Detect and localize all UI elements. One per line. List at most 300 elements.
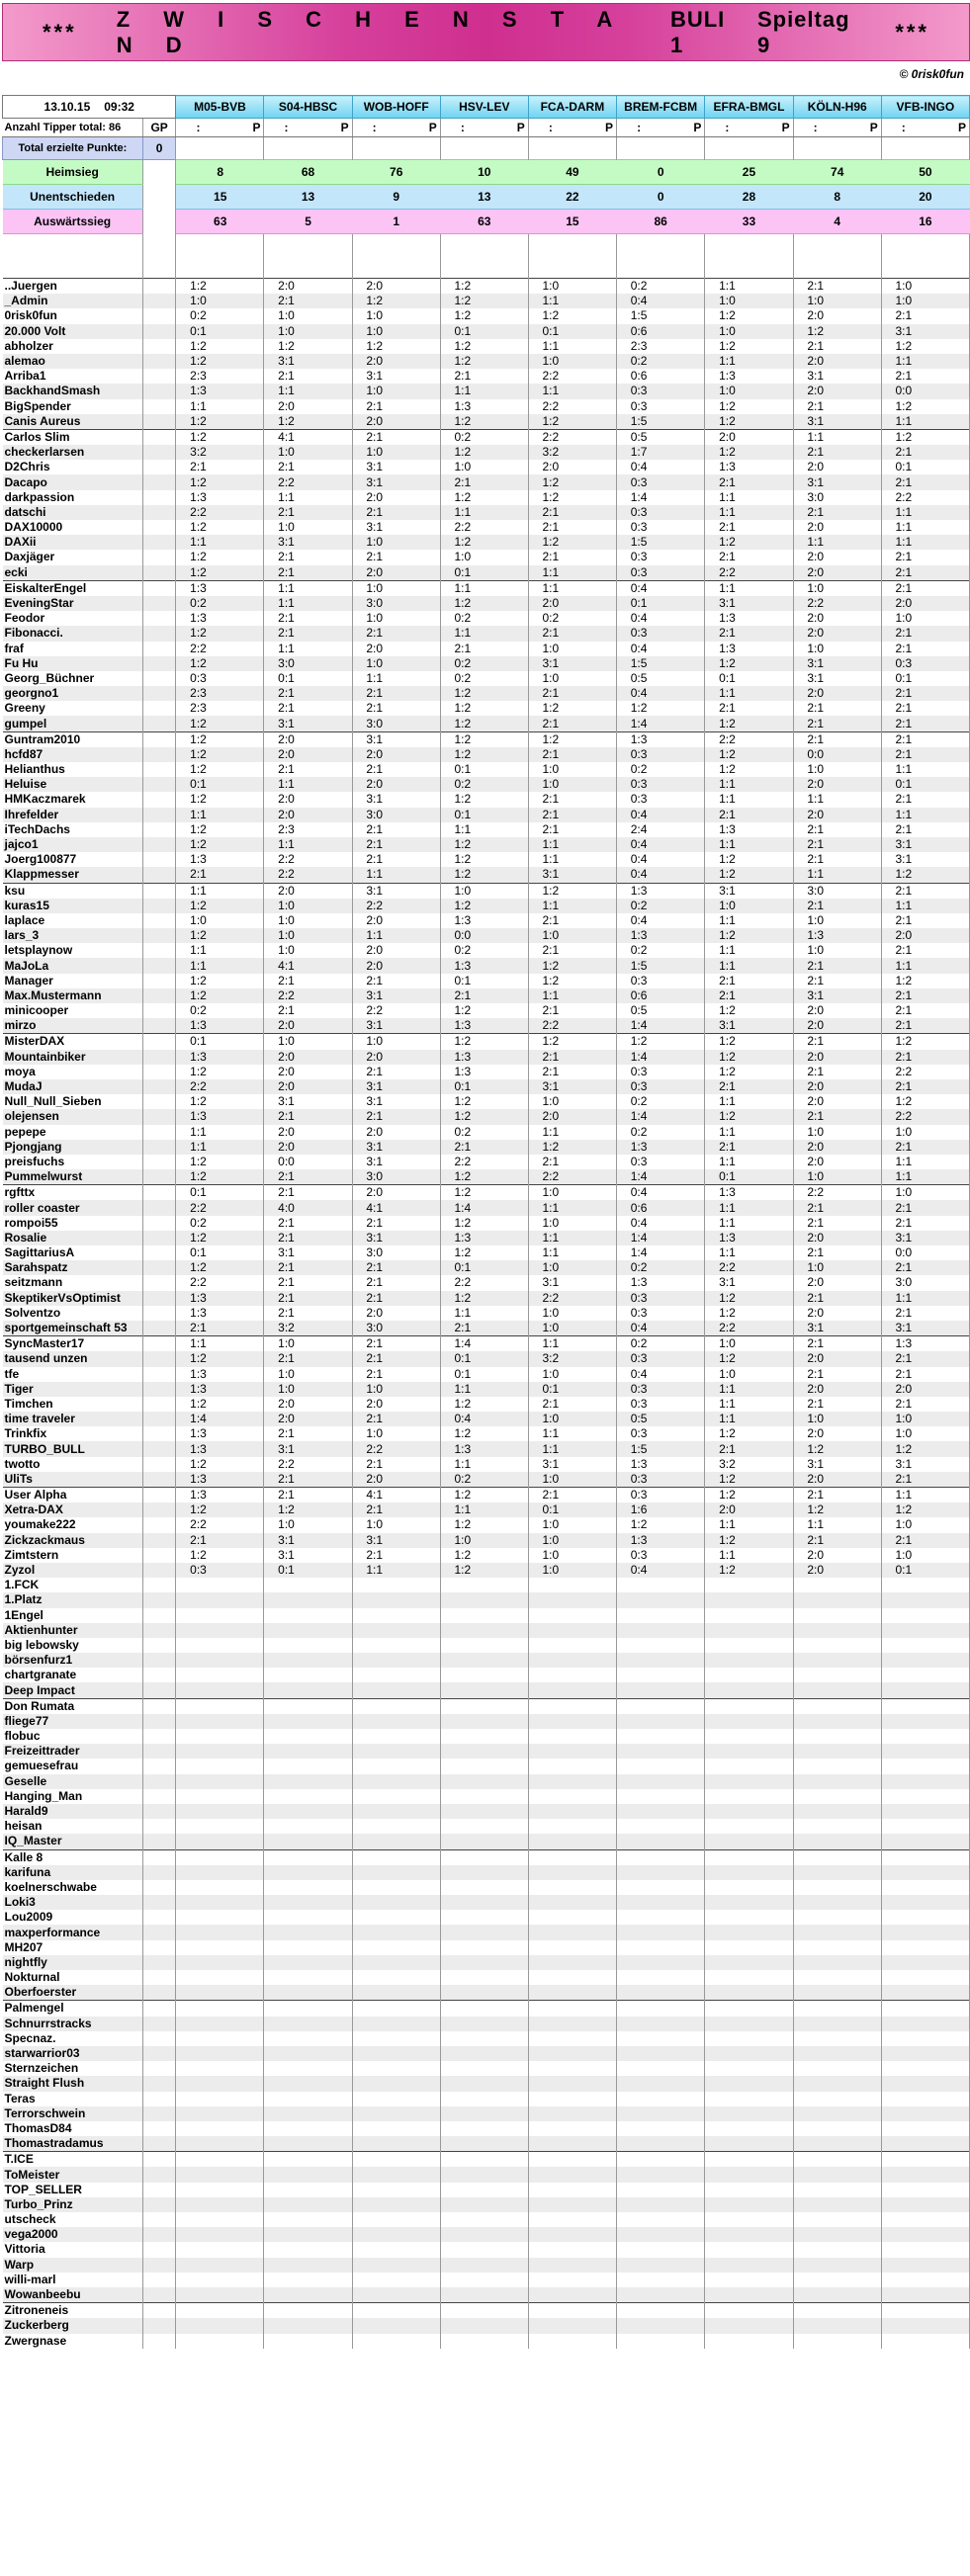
points-cell	[926, 369, 970, 384]
tip-cell: 3:1	[264, 1548, 309, 1563]
tip-cell	[881, 1714, 926, 1729]
points-cell	[750, 1682, 794, 1698]
spacer-cell	[397, 234, 441, 257]
points-cell	[397, 1955, 441, 1970]
player-name: börsenfurz1	[3, 1653, 143, 1668]
tip-cell: 3:0	[352, 716, 397, 731]
player-name: MisterDAX	[3, 1034, 143, 1050]
spacer-cell	[3, 256, 143, 279]
tip-cell: 3:1	[881, 1321, 926, 1336]
stat-value: 15	[176, 185, 264, 210]
points-cell	[838, 2017, 882, 2031]
tip-cell	[705, 2167, 750, 2182]
points-cell	[750, 1382, 794, 1397]
tip-cell: 2:1	[705, 1140, 750, 1155]
points-cell	[838, 2303, 882, 2319]
points-cell	[397, 716, 441, 731]
points-cell	[309, 1623, 353, 1638]
points-cell	[661, 1275, 705, 1290]
points-cell	[926, 1744, 970, 1759]
tip-cell: 1:0	[352, 580, 397, 596]
tip-cell: 0:0	[264, 1155, 309, 1169]
tip-cell	[264, 2287, 309, 2303]
points-cell	[838, 2106, 882, 2121]
tip-cell	[616, 1925, 661, 1939]
gp-cell	[142, 611, 176, 626]
points-cell	[485, 369, 528, 384]
player-row	[3, 701, 970, 716]
tip-cell	[793, 1714, 838, 1729]
points-cell	[661, 490, 705, 505]
points-cell	[309, 656, 353, 671]
tip-cell: 1:3	[176, 490, 220, 505]
tip-cell	[176, 1910, 220, 1925]
tip-cell: 2:1	[264, 626, 309, 641]
tip-cell: 2:1	[881, 747, 926, 762]
points-cell	[573, 716, 617, 731]
points-cell	[661, 2106, 705, 2121]
player-row	[3, 1426, 970, 1441]
points-cell	[838, 369, 882, 384]
points-cell	[397, 1759, 441, 1773]
player-row	[3, 2152, 970, 2168]
points-cell	[750, 2167, 794, 2182]
points-cell	[750, 2242, 794, 2257]
tip-cell: 1:0	[528, 1260, 573, 1275]
tip-cell: 2:1	[352, 626, 397, 641]
tip-cell: 1:2	[705, 1050, 750, 1065]
tip-cell: 2:0	[264, 1140, 309, 1155]
points-cell	[309, 1774, 353, 1789]
empty-cell	[352, 137, 397, 160]
tip-cell: 2:1	[352, 837, 397, 852]
points-cell	[220, 1457, 264, 1472]
tip-cell	[616, 1789, 661, 1804]
tip-cell	[793, 2303, 838, 2319]
tip-cell: 3:0	[352, 1245, 397, 1260]
tip-cell: 2:1	[793, 1291, 838, 1306]
tip-cell	[352, 2318, 397, 2333]
tip-cell	[793, 2227, 838, 2242]
points-cell	[397, 2183, 441, 2197]
points-cell	[573, 1895, 617, 1910]
points-cell	[750, 2092, 794, 2106]
tip-cell: 1:2	[705, 1291, 750, 1306]
tip-cell: 1:0	[528, 762, 573, 777]
points-cell	[397, 2318, 441, 2333]
points-cell	[309, 1955, 353, 1970]
points-cell	[661, 1865, 705, 1880]
tip-cell: 1:2	[440, 792, 485, 807]
points-cell	[661, 1970, 705, 1985]
gp-cell	[142, 762, 176, 777]
points-cell	[838, 399, 882, 414]
gp-cell	[142, 2167, 176, 2182]
player-name: Zwergnase	[3, 2334, 143, 2349]
points-cell	[309, 1849, 353, 1865]
tip-cell: 0:3	[616, 1065, 661, 1079]
tip-cell	[793, 1744, 838, 1759]
tip-cell	[264, 2258, 309, 2273]
gp-cell	[142, 1441, 176, 1456]
points-cell	[309, 1653, 353, 1668]
points-cell	[485, 1638, 528, 1653]
points-cell	[838, 308, 882, 323]
points-cell	[926, 1367, 970, 1382]
tip-cell: 3:1	[705, 1275, 750, 1290]
tip-cell: 2:1	[528, 808, 573, 822]
points-cell	[220, 913, 264, 928]
tip-cell: 2:1	[881, 1050, 926, 1065]
points-cell	[661, 1169, 705, 1185]
player-row	[3, 308, 970, 323]
tip-cell	[264, 2121, 309, 2136]
tip-cell	[616, 2167, 661, 2182]
tip-cell: 2:2	[440, 520, 485, 535]
tip-cell	[440, 2152, 485, 2168]
points-cell	[838, 1834, 882, 1849]
points-cell	[485, 339, 528, 354]
tip-cell: 1:2	[440, 1397, 485, 1412]
points-cell	[926, 1804, 970, 1819]
points-cell	[926, 1592, 970, 1607]
tip-cell	[616, 2318, 661, 2333]
points-cell	[750, 2136, 794, 2152]
points-cell	[926, 1638, 970, 1653]
points-cell	[309, 2046, 353, 2061]
gp-cell	[142, 354, 176, 369]
tip-cell: 1:2	[176, 792, 220, 807]
player-name: EveningStar	[3, 596, 143, 611]
tip-cell: 1:2	[705, 762, 750, 777]
tip-cell: 3:1	[352, 792, 397, 807]
stat-value: 76	[352, 160, 440, 185]
tip-cell	[793, 2212, 838, 2227]
points-cell	[220, 1397, 264, 1412]
tip-cell: 0:1	[705, 1169, 750, 1185]
player-name: Greeny	[3, 701, 143, 716]
tip-cell: 3:1	[264, 1533, 309, 1548]
tip-cell: 3:1	[264, 1245, 309, 1260]
tip-cell	[176, 1714, 220, 1729]
points-cell	[661, 1578, 705, 1592]
points-cell	[397, 2258, 441, 2273]
title-banner	[2, 3, 970, 61]
points-cell	[573, 762, 617, 777]
tip-cell: 2:1	[352, 974, 397, 988]
gp-cell	[142, 1488, 176, 1503]
points-cell	[838, 1729, 882, 1744]
points-cell	[220, 1563, 264, 1578]
points-cell	[838, 384, 882, 398]
player-row	[3, 867, 970, 883]
points-cell	[750, 1321, 794, 1336]
stat-value: 20	[881, 185, 969, 210]
tip-cell: 0:4	[616, 1321, 661, 1336]
tip-cell: 1:2	[793, 324, 838, 339]
spacer-cell	[705, 234, 750, 257]
points-cell	[397, 1140, 441, 1155]
points-cell	[661, 1895, 705, 1910]
tip-cell: 1:3	[440, 1441, 485, 1456]
points-cell	[926, 1895, 970, 1910]
tip-cell: 4:1	[264, 429, 309, 445]
tip-cell	[440, 2273, 485, 2287]
tip-cell: 0:3	[616, 550, 661, 564]
points-cell	[838, 2001, 882, 2017]
tip-cell: 1:3	[616, 883, 661, 899]
tip-cell	[440, 1940, 485, 1955]
tip-cell: 3:2	[705, 1457, 750, 1472]
player-name: minicooper	[3, 1003, 143, 1018]
points-cell	[661, 1744, 705, 1759]
tip-cell: 2:1	[881, 1472, 926, 1488]
tip-cell: 1:3	[176, 580, 220, 596]
points-cell	[838, 1094, 882, 1109]
points-cell	[485, 2106, 528, 2121]
points-cell	[838, 535, 882, 550]
points-cell	[397, 354, 441, 369]
points-cell	[220, 1441, 264, 1456]
points-cell	[838, 1819, 882, 1834]
player-row	[3, 2242, 970, 2257]
points-cell	[397, 611, 441, 626]
tip-cell: 2:1	[352, 686, 397, 701]
tip-cell	[440, 1804, 485, 1819]
points-cell	[397, 1834, 441, 1849]
tip-cell: 0:2	[440, 1125, 485, 1140]
tip-cell: 0:1	[176, 1185, 220, 1201]
points-cell	[309, 1608, 353, 1623]
points-cell	[309, 1291, 353, 1306]
points-cell	[220, 1925, 264, 1939]
points-cell	[750, 1412, 794, 1426]
tip-cell: 1:4	[616, 1050, 661, 1065]
gp-cell	[142, 565, 176, 581]
player-row	[3, 2031, 970, 2046]
points-cell	[220, 294, 264, 308]
tip-cell	[352, 1668, 397, 1682]
points-cell	[485, 1925, 528, 1939]
points-cell	[309, 1140, 353, 1155]
tip-cell: 3:1	[352, 1533, 397, 1548]
points-cell	[838, 490, 882, 505]
points-cell	[750, 1653, 794, 1668]
tip-cell: 1:2	[176, 1457, 220, 1472]
gp-cell	[142, 1759, 176, 1773]
tip-cell: 1:1	[176, 1336, 220, 1352]
tip-cell: 1:3	[705, 822, 750, 837]
points-cell	[926, 1018, 970, 1034]
points-cell	[309, 883, 353, 899]
tip-cell	[881, 2017, 926, 2031]
points-cell	[220, 1880, 264, 1895]
points-cell	[838, 279, 882, 295]
points-cell	[397, 1109, 441, 1124]
points-cell	[220, 2061, 264, 2076]
tip-cell	[528, 1638, 573, 1653]
tip-cell: 2:1	[705, 988, 750, 1003]
tip-cell: 2:1	[705, 701, 750, 716]
tip-cell	[881, 1623, 926, 1638]
tip-cell: 1:2	[881, 867, 926, 883]
tip-cell	[705, 1592, 750, 1607]
tip-cell: 1:1	[440, 626, 485, 641]
points-cell	[838, 716, 882, 731]
points-cell	[220, 883, 264, 899]
points-cell	[220, 716, 264, 731]
points-cell	[750, 2121, 794, 2136]
points-cell	[750, 1849, 794, 1865]
gp-cell	[142, 1200, 176, 1215]
points-cell	[750, 1472, 794, 1488]
points-cell	[661, 792, 705, 807]
spacer-cell	[661, 234, 705, 257]
points-cell	[750, 1774, 794, 1789]
tip-cell: 1:0	[881, 1517, 926, 1532]
points-cell	[661, 1306, 705, 1321]
player-row	[3, 1260, 970, 1275]
tip-cell: 1:2	[528, 308, 573, 323]
tip-cell: 1:2	[176, 899, 220, 913]
points-cell	[485, 384, 528, 398]
points-cell	[926, 505, 970, 520]
tip-cell	[176, 1774, 220, 1789]
tip-cell: 0:4	[616, 1185, 661, 1201]
tip-cell: 1:1	[881, 808, 926, 822]
player-name: IQ_Master	[3, 1834, 143, 1849]
points-cell	[309, 596, 353, 611]
player-row	[3, 1140, 970, 1155]
points-cell	[485, 1563, 528, 1578]
match-header: KÖLN-H96	[793, 96, 881, 119]
points-cell	[220, 2197, 264, 2212]
tip-cell	[352, 2121, 397, 2136]
points-cell	[750, 1336, 794, 1352]
points-cell	[573, 2136, 617, 2152]
points-cell	[309, 808, 353, 822]
tip-cell: 3:1	[793, 656, 838, 671]
tip-cell: 1:0	[528, 1306, 573, 1321]
points-cell	[485, 2212, 528, 2227]
tip-cell: 1:5	[616, 656, 661, 671]
tip-cell: 1:2	[440, 339, 485, 354]
player-name: Klappmesser	[3, 867, 143, 883]
points-cell	[926, 1653, 970, 1668]
tip-cell: 2:1	[264, 1488, 309, 1503]
player-name: Mountainbiker	[3, 1050, 143, 1065]
points-cell	[485, 460, 528, 474]
tip-cell	[440, 1759, 485, 1773]
tip-cell	[616, 1744, 661, 1759]
tip-cell	[264, 2273, 309, 2287]
points-cell	[926, 460, 970, 474]
tip-cell: 2:1	[881, 883, 926, 899]
points-cell	[309, 1260, 353, 1275]
points-cell	[838, 686, 882, 701]
tip-cell: 2:0	[264, 279, 309, 295]
tip-cell: 1:2	[176, 1260, 220, 1275]
points-cell	[750, 2273, 794, 2287]
player-name: georgno1	[3, 686, 143, 701]
points-cell	[661, 1034, 705, 1050]
points-cell	[485, 1185, 528, 1201]
tip-cell	[528, 1653, 573, 1668]
points-cell	[926, 899, 970, 913]
tip-cell: 2:2	[176, 1275, 220, 1290]
points-cell	[309, 1548, 353, 1563]
tip-cell: 2:2	[176, 1200, 220, 1215]
tip-cell	[176, 2061, 220, 2076]
tip-cell: 2:1	[881, 686, 926, 701]
tip-cell: 1:2	[705, 1109, 750, 1124]
colon-label: :	[176, 119, 220, 137]
tip-cell: 2:0	[352, 279, 397, 295]
tip-cell: 1:1	[176, 883, 220, 899]
points-cell	[838, 1563, 882, 1578]
points-cell	[573, 1563, 617, 1578]
points-cell	[926, 1426, 970, 1441]
points-cell	[661, 1140, 705, 1155]
tip-cell: 2:0	[264, 792, 309, 807]
tip-cell	[264, 1819, 309, 1834]
player-row	[3, 1155, 970, 1169]
spacer-cell	[220, 234, 264, 257]
points-cell	[838, 2227, 882, 2242]
tip-cell	[528, 1729, 573, 1744]
player-row	[3, 1336, 970, 1352]
points-cell	[309, 1638, 353, 1653]
player-name: Terrorschwein	[3, 2106, 143, 2121]
tip-cell: 0:1	[176, 1245, 220, 1260]
tip-cell	[440, 1970, 485, 1985]
points-cell	[926, 445, 970, 460]
gp-cell	[142, 1517, 176, 1532]
tip-cell: 1:0	[528, 1517, 573, 1532]
tip-cell: 1:0	[528, 1533, 573, 1548]
tip-cell: 2:1	[881, 731, 926, 747]
tip-cell	[705, 1759, 750, 1773]
points-cell	[573, 731, 617, 747]
points-cell	[220, 1003, 264, 1018]
tip-cell	[793, 2167, 838, 2182]
points-label: P	[926, 119, 970, 137]
points-cell	[661, 308, 705, 323]
empty-cell	[838, 137, 882, 160]
points-cell	[573, 550, 617, 564]
gp-cell	[142, 414, 176, 430]
tip-cell	[352, 1608, 397, 1623]
points-cell	[309, 565, 353, 581]
points-cell	[661, 1109, 705, 1124]
points-cell	[397, 1397, 441, 1412]
tip-cell	[440, 1592, 485, 1607]
tip-cell	[264, 2303, 309, 2319]
gp-cell	[142, 1970, 176, 1985]
points-cell	[220, 958, 264, 973]
player-name: starwarrior03	[3, 2046, 143, 2061]
points-cell	[926, 596, 970, 611]
tip-cell: 1:2	[528, 490, 573, 505]
points-cell	[573, 2334, 617, 2349]
tip-cell: 1:1	[528, 1200, 573, 1215]
player-name: Ihrefelder	[3, 808, 143, 822]
tip-cell: 1:1	[528, 1336, 573, 1352]
tip-cell	[616, 2212, 661, 2227]
points-cell	[397, 2303, 441, 2319]
player-name: UliTs	[3, 1472, 143, 1488]
tip-cell: 2:1	[352, 1109, 397, 1124]
